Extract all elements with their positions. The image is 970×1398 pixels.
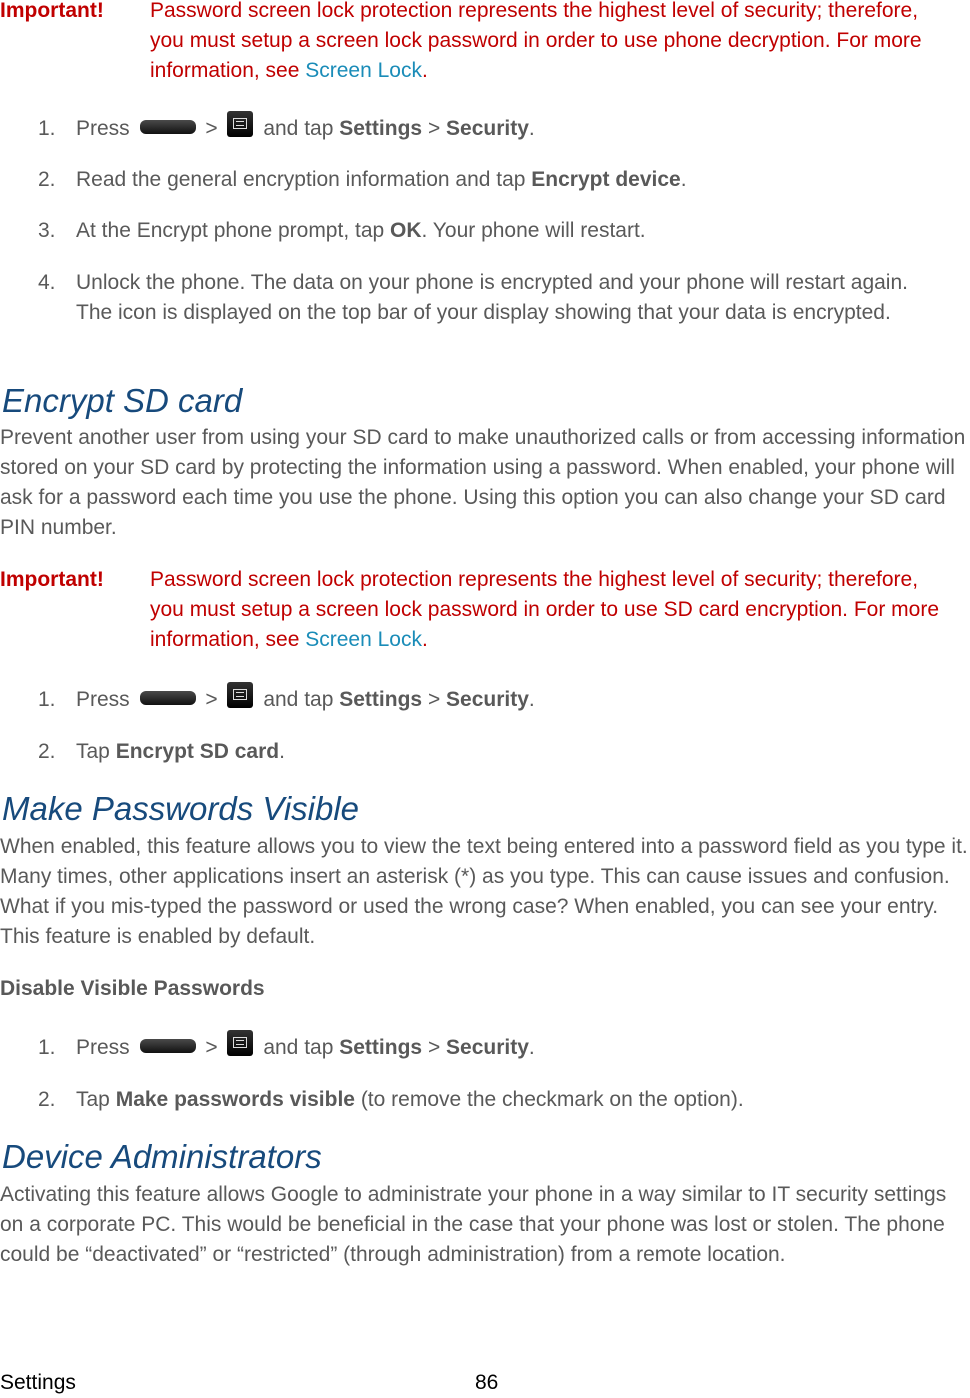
step-number: 2. — [38, 740, 56, 763]
note-end: . — [421, 59, 428, 82]
home-key-icon — [140, 120, 196, 134]
section-body: Activating this feature allows Google to administrate your phone in a way similar to IT security settings on a corporate PC. This would be beneficial in the case that your phone was lost or stolen. The phone could be “deactivated” or “restricted” (through administration) from a remote location. — [0, 1183, 947, 1266]
page-number: 86 — [475, 1371, 499, 1394]
step-number: 2. — [38, 1088, 56, 1111]
menu-key-icon — [227, 682, 253, 708]
step-gt: > — [205, 1036, 218, 1059]
screen-lock-link[interactable]: Screen Lock — [305, 628, 422, 651]
section-heading: Encrypt SD card — [2, 382, 243, 419]
menu-key-icon — [227, 111, 253, 137]
step-pre: At the Encrypt phone prompt, tap — [76, 219, 391, 242]
step-number: 1. — [38, 1036, 56, 1059]
menu-key-icon — [227, 1030, 253, 1056]
step-sep: > — [427, 117, 441, 140]
home-key-icon — [140, 1039, 196, 1053]
subheading: Disable Visible Passwords — [0, 977, 265, 1000]
step-text — [76, 1085, 936, 1115]
important-label: Important! — [0, 568, 104, 591]
important-text — [150, 0, 940, 86]
step-pre: Press — [76, 117, 130, 140]
step-sep: > — [427, 688, 441, 711]
step-text — [76, 1033, 936, 1063]
step-end: . Your phone will restart. — [421, 219, 646, 242]
step-sep: > — [427, 1036, 441, 1059]
security-label: Security — [446, 1036, 529, 1059]
step-number: 1. — [38, 117, 56, 140]
step-number: 1. — [38, 688, 56, 711]
section-heading: Device Administrators — [2, 1138, 322, 1175]
step-end: . — [528, 117, 535, 140]
section-body: When enabled, this feature allows you to view the text being entered into a password field as you type it. Many times, other applications insert an asterisk (*) as you type. This can cause issues and confusion. What if you mis-typed the password or used the wrong case? When enabled, you can see your entry. This feature is enabled by default. — [0, 835, 968, 948]
step-text: Unlock the phone. The data on your phone is encrypted and your phone will restart again. The icon is displayed on the top bar of your display showing that your data is encrypted. — [76, 271, 908, 324]
settings-label: Settings — [339, 117, 423, 140]
step-end: . — [528, 1036, 535, 1059]
step-number: 4. — [38, 271, 56, 294]
footer-section-name: Settings — [0, 1371, 76, 1394]
important-text — [150, 565, 940, 655]
step-text — [76, 737, 936, 767]
note-end: . — [421, 628, 428, 651]
step-bold: Make passwords visible — [115, 1088, 355, 1111]
step-pre: Press — [76, 688, 130, 711]
step-pre: Tap — [76, 1088, 116, 1111]
settings-label: Settings — [339, 1036, 423, 1059]
step-bold: Encrypt device — [531, 168, 681, 191]
step-mid: and tap — [263, 1036, 334, 1059]
step-pre: Tap — [76, 740, 116, 763]
step-bold: Encrypt SD card — [115, 740, 280, 763]
note-text: Password screen lock protection represents the highest level of security; therefore, you must setup a screen lock password in order to use SD card encryption. For more information, see — [150, 568, 940, 651]
step-end: . — [528, 688, 535, 711]
step-mid: and tap — [263, 117, 334, 140]
step-pre: Read the general encryption information and tap — [76, 168, 532, 191]
section-heading: Make Passwords Visible — [2, 790, 360, 827]
settings-label: Settings — [339, 688, 423, 711]
step-text — [76, 165, 936, 195]
step-text — [76, 216, 936, 246]
step-text — [76, 685, 936, 715]
screen-lock-link[interactable]: Screen Lock — [305, 59, 422, 82]
step-text — [76, 114, 936, 144]
security-label: Security — [446, 688, 529, 711]
step-gt: > — [205, 117, 218, 140]
step-number: 3. — [38, 219, 56, 242]
step-pre: Press — [76, 1036, 130, 1059]
note-text: Password screen lock protection represents the highest level of security; therefore, you must setup a screen lock password in order to use phone decryption. For more information, see — [150, 0, 922, 82]
step-gt: > — [205, 688, 218, 711]
step-mid: and tap — [263, 688, 334, 711]
step-end: . — [680, 168, 687, 191]
security-label: Security — [446, 117, 529, 140]
step-end: . — [279, 740, 285, 763]
step-end: (to remove the checkmark on the option). — [354, 1088, 744, 1111]
step-number: 2. — [38, 168, 56, 191]
step-bold: OK — [390, 219, 422, 242]
home-key-icon — [140, 691, 196, 705]
important-label: Important! — [0, 0, 104, 22]
section-body: Prevent another user from using your SD card to make unauthorized calls or from accessing information stored on your SD card by protecting the information using a password. When enabled, your phone will ask for a password each time you use the phone. Using this option you can also change your SD card PIN number. — [0, 426, 966, 539]
